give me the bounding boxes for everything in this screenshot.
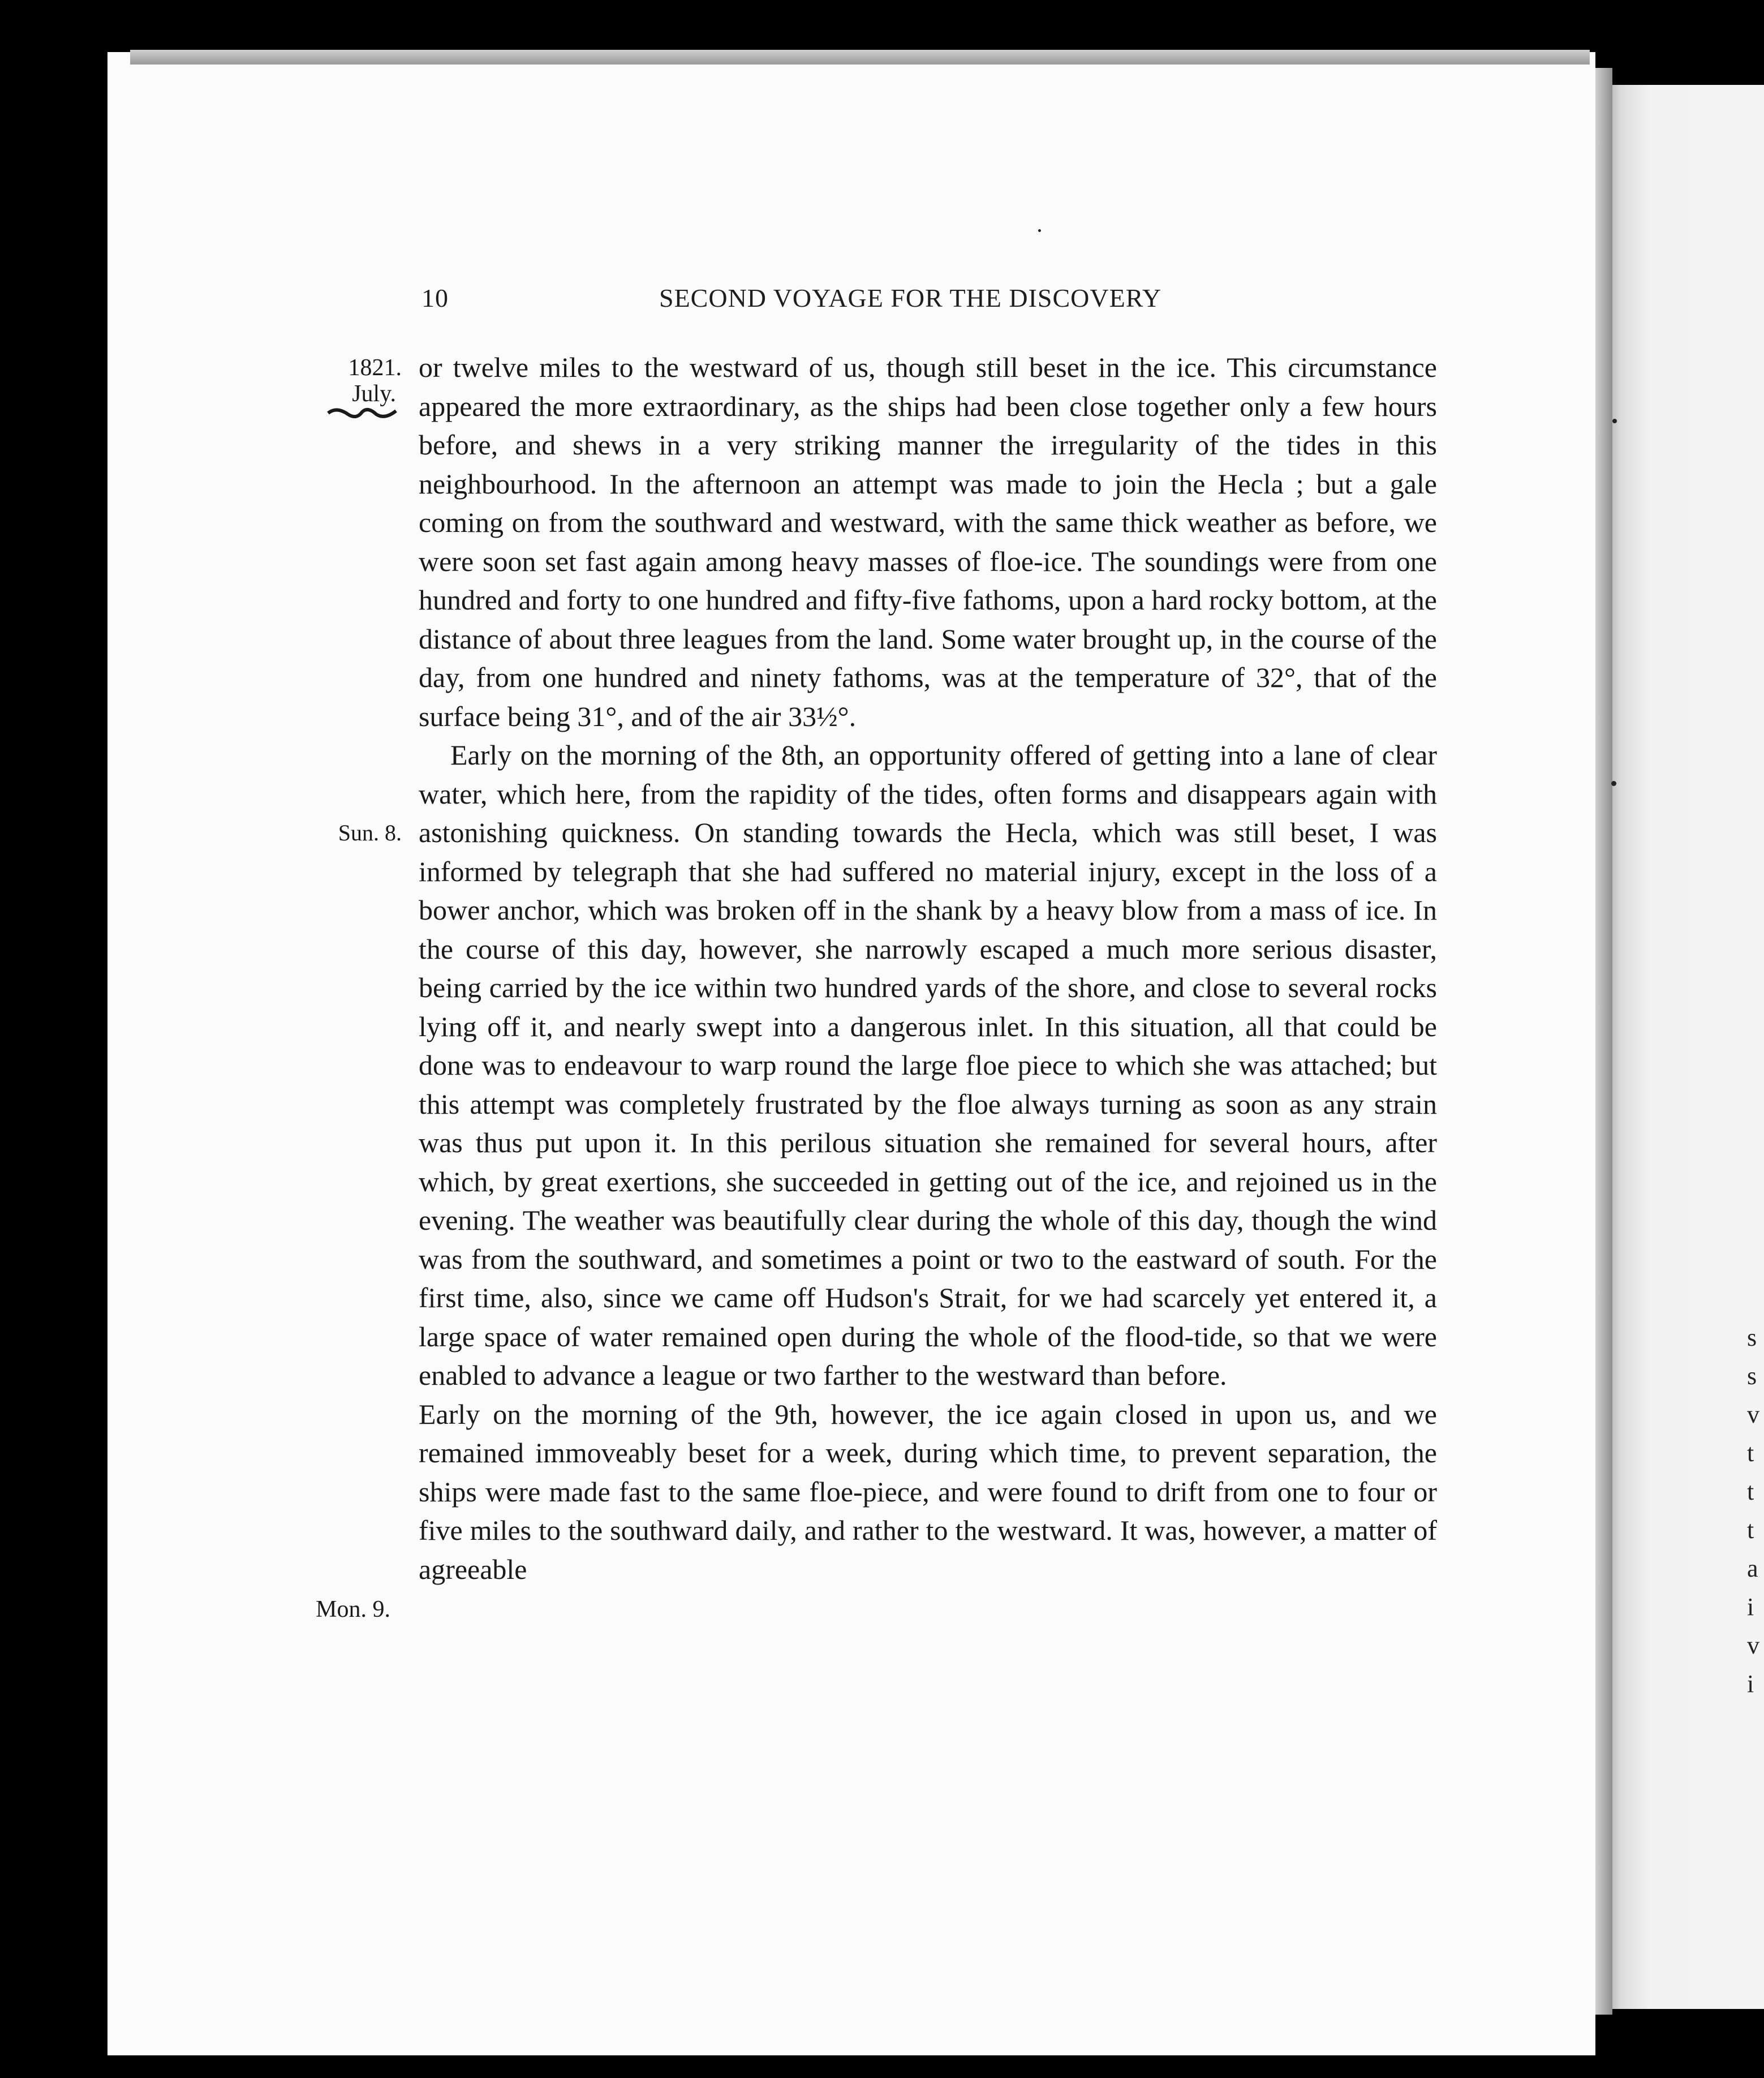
margin-note-mon: Mon. 9.	[316, 1596, 390, 1622]
facing-page-letter: a	[1747, 1555, 1758, 1582]
facing-page-letter: t	[1747, 1439, 1754, 1467]
running-title: SECOND VOYAGE FOR THE DISCOVERY	[659, 284, 1162, 312]
facing-page-letter: v	[1747, 1401, 1759, 1428]
margin-note-sun: Sun. 8.	[338, 820, 402, 845]
facing-page-text	[1747, 1319, 1759, 1703]
scan-speck	[1038, 229, 1041, 232]
facing-page-letter: t	[1747, 1516, 1754, 1544]
facing-page-letter: i	[1747, 1593, 1754, 1621]
paragraph: or twelve miles to the westward of us, though still beset in the ice. This circumstance appeared the more extraordinary, as the ships had been close together only a few hours before, and shews in a very striking manner the irregularity of the tides in this neighbourhood. In the afternoon an attempt was made to join the Hecla ; but a gale coming on from the southward and westward, with the same thick weather as before, we were soon set fast again among heavy masses of floe-ice. The soundings were from one hundred and forty to one hundred and fifty-five fathoms, upon a hard rocky bottom, at the distance of about three leagues from the land. Some water brought up, in the course of the day, from one hundred and ninety fathoms, was at the temperature of 32°, that of the surface being 31°, and of the air 33½°.	[419, 351, 1437, 732]
scan-speck	[1611, 781, 1616, 786]
facing-page-letter: v	[1747, 1632, 1759, 1659]
page-top-edge	[130, 50, 1590, 65]
margin-brace-icon	[325, 405, 399, 422]
paragraph: Early on the morning of the 8th, an opportunity offered of getting into a lane of clear water, which here, from the rapidity of the tides, often forms and disappears again with astonishing quickness. On standing towards the Hecla, which was still beset, I was informed by telegraph that she had suffered no material injury, except in the loss of a bower anchor, which was broken off in the shank by a heavy blow from a mass of ice. In the course of this day, however, she narrowly escaped a much more serious disaster, being carried by the ice within two hundred yards of the shore, and close to several rocks lying off it, and nearly swept into a dangerous inlet. In this situation, all that could be done was to endeavour to warp round the large floe piece to which she was attached; but this attempt was completely frustrated by the floe always turning as soon as any strain was thus put upon it. In this perilous situation she remained for several hours, after which, by great exertions, she succeeded in getting out of the ice, and rejoined us in the evening. The weather was beautifully clear during the whole of this day, though the wind was from the southward, and sometimes a point or two to the eastward of south. For the first time, also, since we came off Hudson's Strait, for we had scarcely yet entered it, a large space of water remained open during the whole of the flood-tide, so that we were enabled to advance a league or two farther to the westward than before.	[419, 739, 1437, 1391]
page-number: 10	[421, 284, 449, 312]
paragraph: Early on the morning of the 9th, however, the ice again closed in upon us, and we remained immoveably beset for a week, during which time, to prevent separation, the ships were made fast to the same floe-piece, and were found to drift from one to four or five miles to the southward daily, and rather to the westward. It was, however, a matter of agreeable	[419, 1398, 1437, 1585]
facing-page-letter: i	[1747, 1670, 1754, 1698]
facing-page	[1601, 85, 1764, 2009]
scan-speck	[1612, 419, 1617, 423]
body-text	[419, 348, 1437, 1588]
margin-note-month: July.	[352, 381, 396, 407]
facing-page-letter: s	[1747, 1362, 1757, 1390]
facing-page-letter: t	[1747, 1478, 1754, 1505]
margin-note-year: 1821.	[348, 355, 402, 381]
facing-page-letter: s	[1747, 1324, 1757, 1351]
